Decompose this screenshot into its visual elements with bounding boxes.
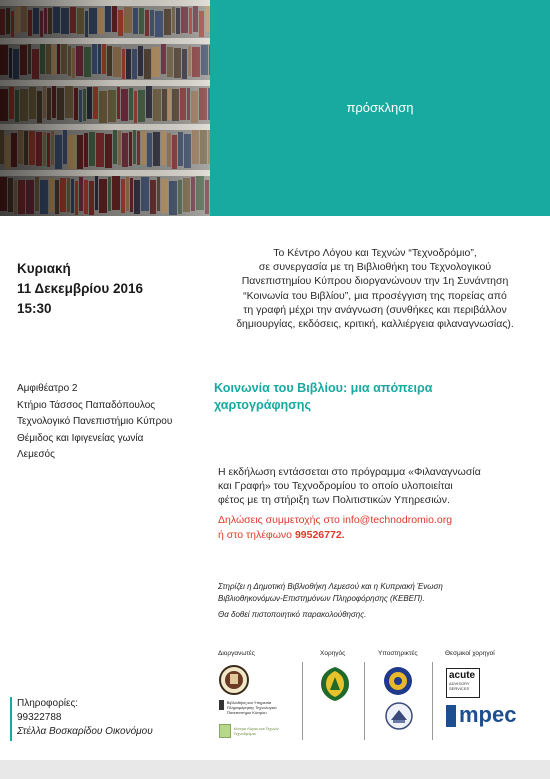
rsvp-phone-line	[218, 528, 518, 543]
logo-divider	[432, 662, 433, 740]
rsvp-phone-number[interactable]: 99526772.	[294, 529, 345, 541]
venue-line: Κτήριο Τάσσος Παπαδόπουλος	[17, 399, 156, 411]
library-bookshelf-photo	[0, 0, 210, 216]
info-label: Πληροφορίες:	[17, 698, 79, 709]
info-person: Στέλλα Βοσκαρίδου Οικονόμου	[17, 726, 153, 737]
kevep-seal-logo	[385, 702, 413, 735]
rsvp-email-line[interactable]: Δηλώσεις συμμετοχής στο info@technodromio.org	[218, 514, 453, 526]
sponsor-label: Χορηγός	[320, 650, 346, 657]
contact-info	[17, 697, 153, 739]
rsvp-block	[218, 513, 518, 543]
intro-line: Πανεπιστημίου Κύπρου διοργανώνουν την 1η Συνάντηση	[241, 275, 509, 288]
event-description	[218, 465, 518, 508]
info-accent-bar	[10, 697, 12, 741]
intro-line: σε συνεργασία με τη Βιβλιοθήκη του Τεχνολογικού	[258, 261, 492, 274]
support-line: Στηρίζει η Δημοτική Βιβλιοθήκη Λεμεσού και η Κυπριακή Ένωση	[218, 582, 443, 591]
event-heading	[214, 380, 504, 413]
certificate-note: Θα δοθεί πιστοποιητικό παρακολούθησης.	[218, 610, 367, 619]
event-time: 15:30	[17, 301, 52, 316]
technodromio-mark-icon	[219, 724, 231, 738]
support-line: Βιβλιοθηκονόμων-Επιστημόνων Πληροφόρησης (ΚΕΒΕΠ).	[218, 593, 425, 603]
acute-logo-sub: SERVICES	[449, 686, 470, 691]
supporters-label: Υποστηρικτές	[378, 650, 418, 657]
event-day: Κυριακή	[17, 261, 71, 276]
mpec-logo-mark	[446, 705, 456, 727]
municipal-library-seal-logo	[383, 666, 413, 701]
tepak-library-logo	[219, 700, 299, 715]
support-note	[218, 581, 528, 604]
rsvp-phone-prefix: ή στο τηλέφωνο	[218, 529, 295, 541]
invitation-title: πρόσκληση	[346, 100, 414, 115]
intro-line: τη γραφή μέχρι την ανάγνωση (συνθήκες και περιβάλλον	[243, 303, 507, 316]
acute-logo-name: acute	[449, 670, 476, 681]
venue-line: Θέμιδος και Ιφιγενείας γωνία	[17, 432, 144, 444]
description-line: φέτος με τη στήριξη των Πολιτιστικών Υπηρεσιών.	[218, 494, 450, 507]
intro-paragraph	[214, 246, 536, 331]
sponsor-crest-logo	[318, 666, 352, 707]
venue-line: Τεχνολογικό Πανεπιστήμιο Κύπρου	[17, 416, 173, 427]
intro-line: Το Κέντρο Λόγου και Τεχνών “Τεχνοδρόμιο”,	[273, 247, 477, 259]
organizer-emblem-logo	[219, 664, 249, 701]
heading-line: χαρτογράφησης	[214, 397, 312, 412]
intro-line: δημιουργίας, εκδόσεις, κριτική, καλλιέργεια φιλαναγνωσίας).	[236, 318, 514, 331]
footer-band	[0, 760, 550, 779]
info-phone[interactable]: 99322788	[17, 712, 62, 723]
tepak-mark-icon	[219, 700, 224, 710]
mpec-logo: mpec	[459, 702, 517, 727]
technodromio-logo	[219, 724, 299, 738]
bookshelf-illustration	[0, 0, 210, 216]
event-date: 11 Δεκεμβρίου 2016	[17, 281, 144, 296]
venue-address	[17, 381, 202, 464]
organizers-label: Διοργανωτές	[218, 650, 255, 657]
venue-line: Λεμεσός	[17, 449, 55, 460]
intro-line: “Κοινωνία του Βιβλίου”, μια προσέγγιση της πορείας από	[243, 289, 507, 302]
event-datetime	[17, 259, 197, 319]
description-line: Η εκδήλωση εντάσσεται στο πρόγραμμα «Φιλαναγνωσία	[218, 466, 481, 478]
heading-line: Κοινωνία του Βιβλίου: μια απόπειρα	[214, 381, 433, 395]
venue-line: Αμφιθέατρο 2	[17, 383, 78, 394]
media-sponsors-label: Θεσμικοί χορηγοί	[445, 650, 495, 657]
acute-logo	[446, 668, 480, 698]
tepak-logo-text: Βιβλιοθήκη και Υπηρεσία Πληροφόρησης Τεχνολογικό Πανεπιστήμιο Κύπρου	[226, 700, 277, 715]
technodromio-logo-text: Κέντρο Λόγου και Τεχνών Τεχνοδρόμιο	[233, 726, 279, 736]
logo-divider	[364, 662, 365, 740]
acute-logo-sub: ADVISORY	[449, 681, 470, 686]
description-line: και Γραφή» του Τεχνοδρομίου το οποίο υλοποιείται	[218, 480, 453, 493]
logo-divider	[302, 662, 303, 740]
